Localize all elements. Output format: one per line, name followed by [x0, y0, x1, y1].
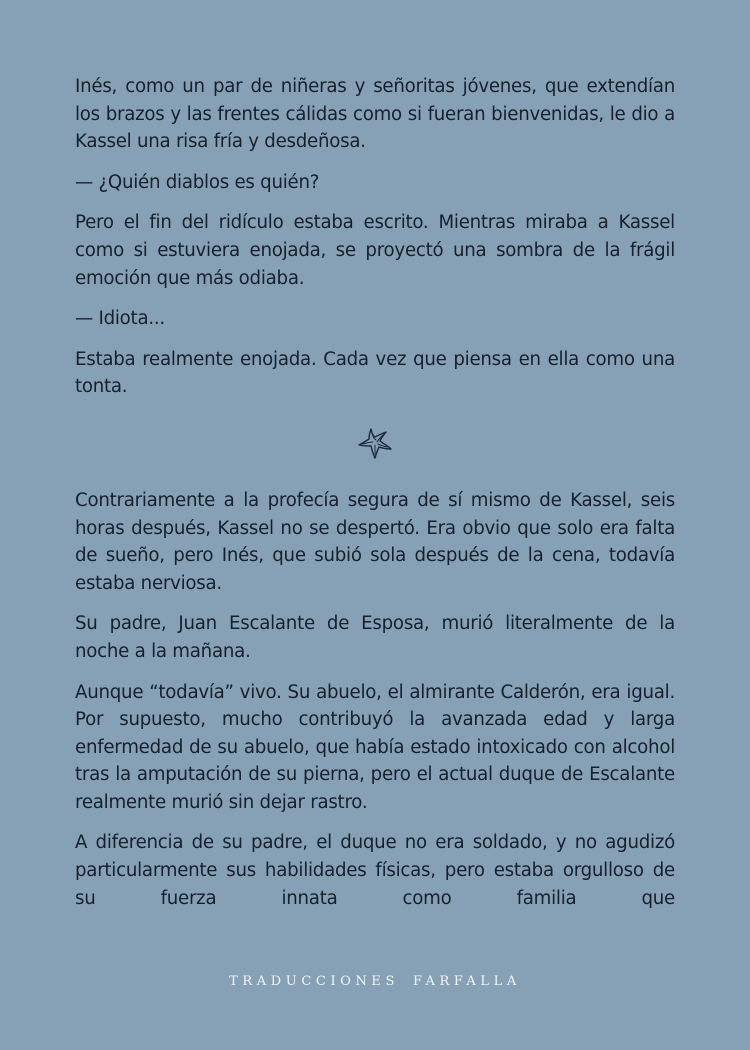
paragraph: Pero el fin del ridículo estaba escrito. Mientras miraba a Kassel como si estuviera enojada, se proyectó una sombra de la frágil emoción que más odiaba. [75, 212, 675, 289]
paragraph: Contrariamente a la profecía segura de sí mismo de Kassel, seis horas después, Kassel no se despertó. Era obvio que solo era falta de sueño, pero Inés, que subió sola después de la cena, todavía estaba nerviosa. [75, 489, 675, 594]
paragraph: Su padre, Juan Escalante de Esposa, murió literalmente de la noche a la mañana. [75, 613, 675, 662]
footer-publisher-word2: FARFALLA [413, 974, 521, 989]
paragraph: Aunque “todavía” vivo. Su abuelo, el almirante Calderón, era igual. Por supuesto, mucho contribuyó la avanzada edad y larga enfermedad de su abuelo, que había estado intoxicado con alcohol tras la amputación de su pierna, pero el actual duque de Escalante realmente murió sin dejar rastro. [75, 681, 675, 813]
section-divider [75, 425, 675, 461]
starfish-icon [353, 425, 397, 461]
paragraph: Estaba realmente enojada. Cada vez que piensa en ella como una tonta. [75, 348, 675, 398]
dialogue-line: — ¿Quién diablos es quién? [75, 171, 320, 193]
dialogue-line: — Idiota... [75, 308, 165, 330]
page-footer [0, 974, 750, 989]
paragraph-continued: A diferencia de su padre, el duque no era soldado, y no agudizó particularmente sus habilidades físicas, pero estaba orgulloso de su fuerza innata como familia que [75, 832, 675, 909]
footer-publisher-word1: TRADUCCIONES [229, 974, 400, 989]
paragraph: Inés, como un par de niñeras y señoritas jóvenes, que extendían los brazos y las frentes cálidas como si fueran bienvenidas, le dio a Kassel una risa fría y desdeñosa. [75, 76, 675, 153]
page-body [75, 73, 675, 925]
